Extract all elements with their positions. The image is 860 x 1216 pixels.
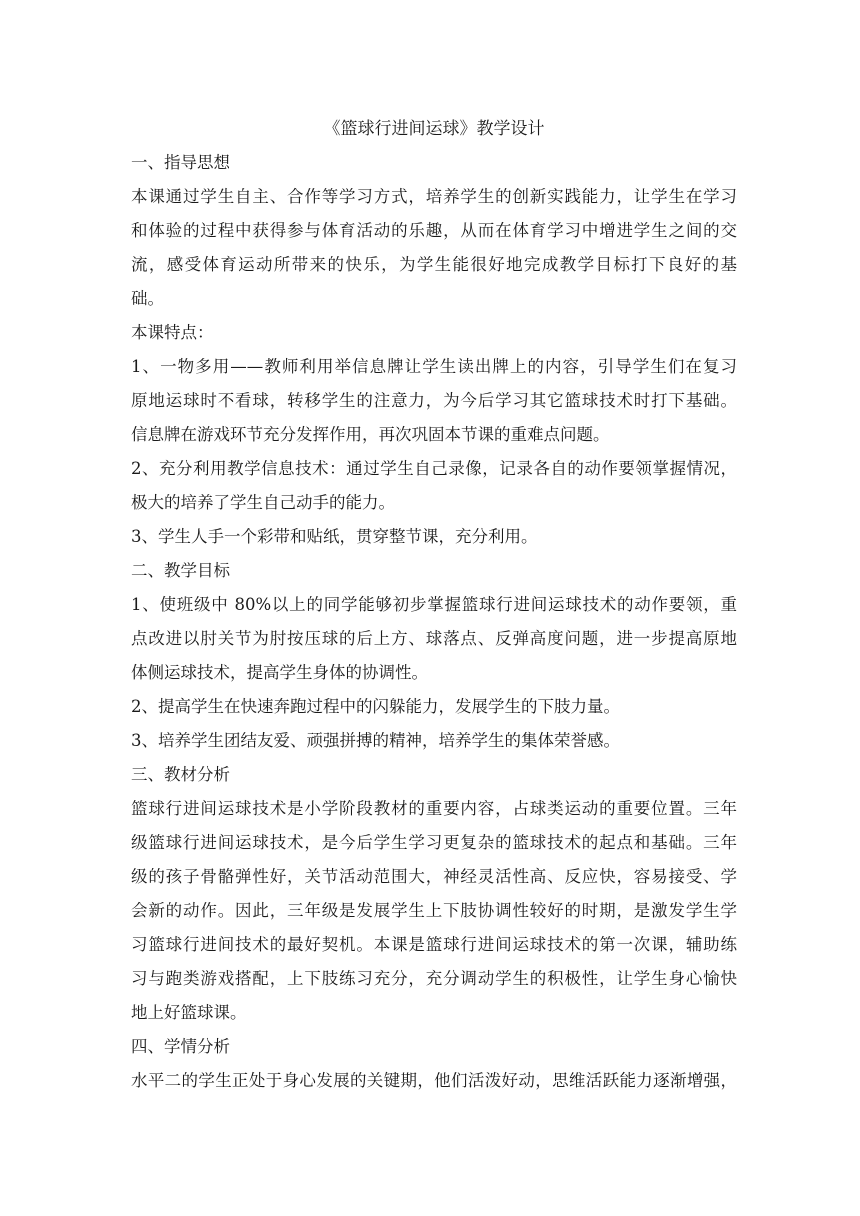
text-line: 本课通过学生自主、合作等学习方式，培养学生的创新实践能力，让学生在学习: [131, 187, 737, 206]
text-line: 2、提高学生在快速奔跑过程中的闪躲能力，发展学生的下肢力量。: [131, 697, 620, 716]
text-line: 3、培养学生团结友爱、顽强拼搏的精神，培养学生的集体荣誉感。: [131, 731, 620, 750]
text-line: 3、学生人手一个彩带和贴纸，贯穿整节课，充分利用。: [131, 527, 538, 546]
text-line: 篮球行进间运球技术是小学阶段教材的重要内容，占球类运动的重要位置。三年: [131, 799, 737, 818]
document-body: [131, 112, 737, 1098]
text-line: 体侧运球技术，提高学生身体的协调性。: [131, 663, 428, 682]
text-line: 原地运球时不看球，转移学生的注意力，为今后学习其它篮球技术时打下基础。: [131, 391, 737, 410]
text-line: 础。: [131, 289, 164, 308]
text-line: 级的孩子骨骼弹性好，关节活动范围大，神经灵活性高、反应快，容易接受、学: [131, 867, 737, 886]
text-line: 2、充分利用教学信息技术：通过学生自己录像，记录各自的动作要领掌握情况，: [131, 459, 737, 478]
text-line: 本课特点：: [131, 323, 214, 342]
text-line: 二、教学目标: [131, 561, 230, 580]
text-line: 习篮球行进间技术的最好契机。本课是篮球行进间运球技术的第一次课，辅助练: [131, 935, 737, 954]
document-title: 《篮球行进间运球》教学设计: [323, 119, 545, 139]
document-lines: [131, 146, 737, 1098]
text-line: 会新的动作。因此，三年级是发展学生上下肢协调性较好的时期，是激发学生学: [131, 901, 737, 920]
text-line: 三、教材分析: [131, 765, 230, 784]
text-line: 一、指导思想: [131, 153, 230, 172]
text-line: 地上好篮球课。: [131, 1003, 247, 1022]
text-line: 习与跑类游戏搭配，上下肢练习充分，充分调动学生的积极性，让学生身心愉快: [131, 969, 737, 988]
text-line: 四、学情分析: [131, 1037, 230, 1056]
text-line: 1、使班级中 80%以上的同学能够初步掌握篮球行进间运球技术的动作要领，重: [131, 595, 737, 614]
text-line: 级篮球行进间运球技术，是今后学生学习更复杂的篮球技术的起点和基础。三年: [131, 833, 737, 852]
text-line: 和体验的过程中获得参与体育活动的乐趣，从而在体育学习中增进学生之间的交: [131, 221, 737, 240]
text-line: 极大的培养了学生自己动手的能力。: [131, 493, 395, 512]
text-line: 水平二的学生正处于身心发展的关键期，他们活泼好动，思维活跃能力逐渐增强，: [131, 1071, 737, 1090]
text-line: 流，感受体育运动所带来的快乐，为学生能很好地完成教学目标打下良好的基: [131, 255, 737, 274]
text-line: 信息牌在游戏环节充分发挥作用，再次巩固本节课的重难点问题。: [131, 425, 610, 444]
text-line: 点改进以肘关节为肘按压球的后上方、球落点、反弹高度问题，进一步提高原地: [131, 629, 737, 648]
text-line: 1、一物多用——教师利用举信息牌让学生读出牌上的内容，引导学生们在复习: [131, 357, 737, 376]
